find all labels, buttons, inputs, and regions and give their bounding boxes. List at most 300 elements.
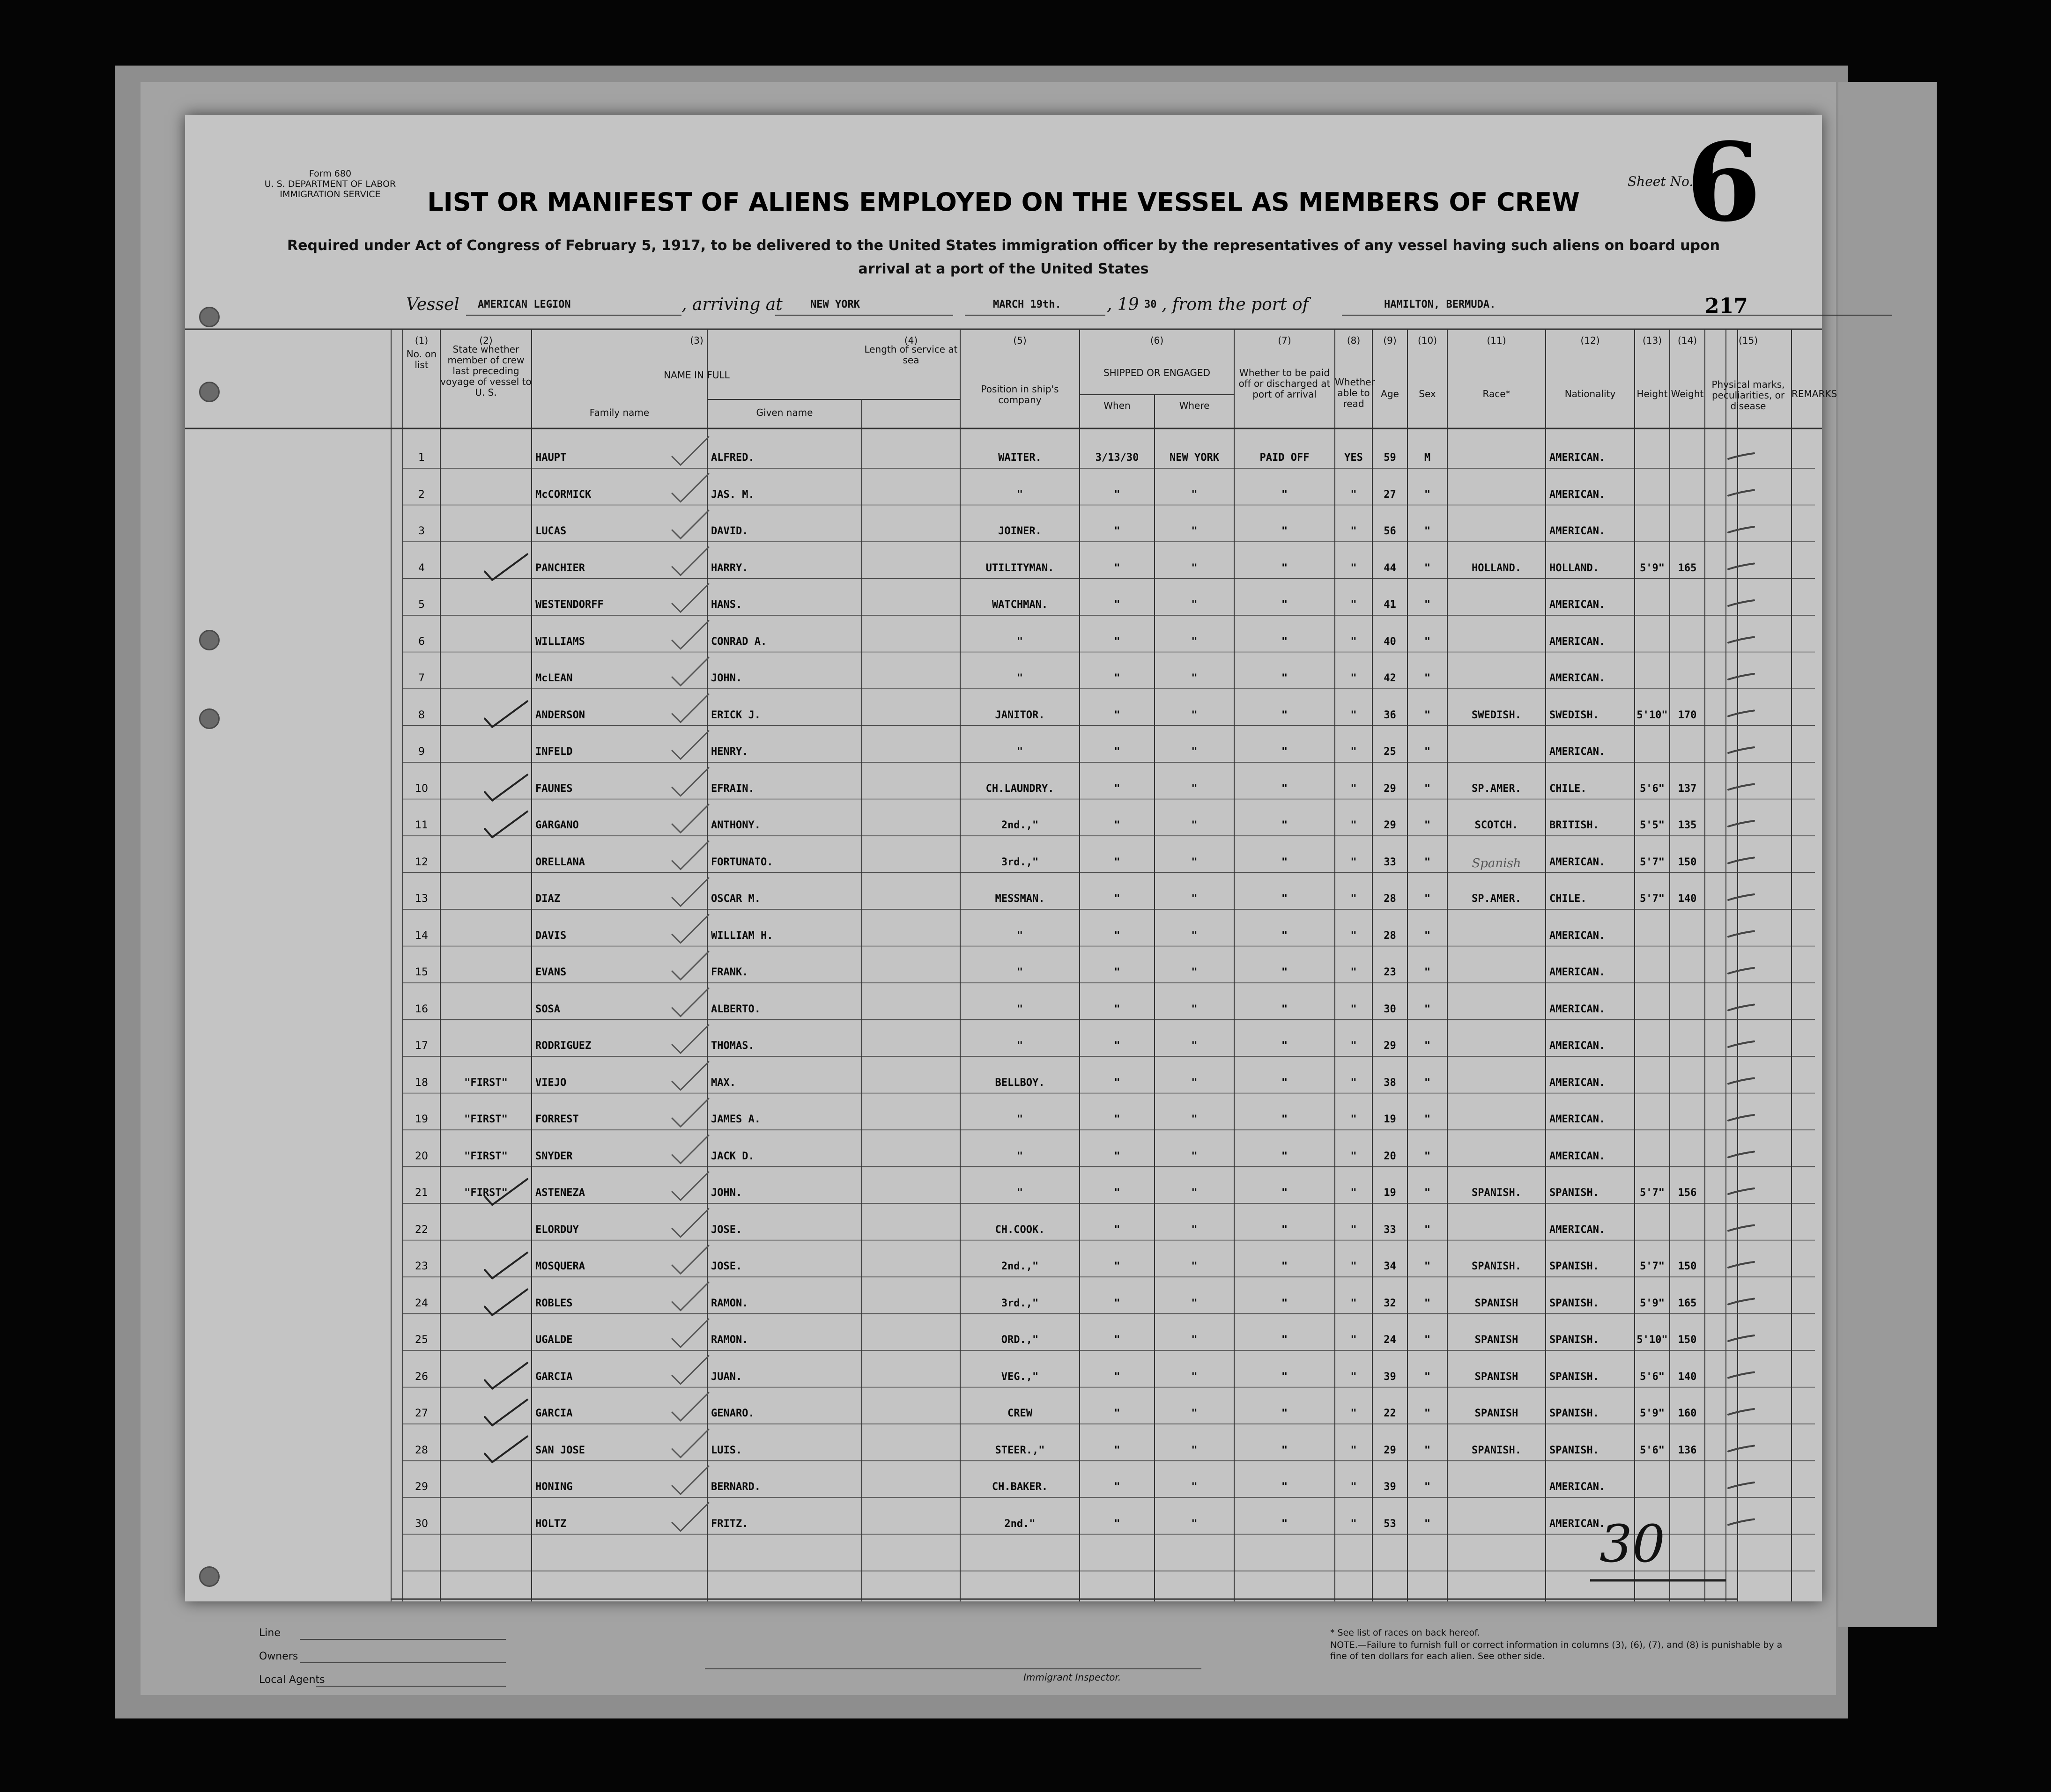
cell-sex: " [1424, 1187, 1431, 1199]
cell-read: " [1350, 1003, 1357, 1015]
cell-read: " [1350, 746, 1357, 758]
cell-where: " [1191, 635, 1198, 648]
cell-position: " [1016, 672, 1023, 684]
cell-position: JANITOR. [995, 709, 1045, 721]
cell-race: SPANISH. [1472, 1187, 1521, 1199]
race-note: * See list of races on back hereof. [1330, 1628, 1480, 1638]
cell-family: DIAZ [535, 893, 560, 905]
cell-paid: " [1281, 746, 1288, 758]
cell-sex: " [1424, 746, 1431, 758]
cell-nationality: AMERICAN. [1549, 746, 1606, 758]
cell-family: ASTENEZA [535, 1187, 585, 1199]
marks-check-mark [1728, 747, 1754, 753]
cell-where: " [1191, 929, 1198, 942]
sheet-number: 6 [1686, 119, 1762, 246]
column-number: (15) [1738, 335, 1758, 346]
cell-nationality: SPANISH. [1549, 1187, 1599, 1199]
cell-given: ERICK J. [711, 709, 761, 721]
cell-age: 30 [1384, 1003, 1396, 1015]
cell-read: " [1350, 488, 1357, 501]
penalty-note: NOTE.—Failure to furnish full or correct information in columns (3), (6), (7), and (8) is punishable by a fine of ten dollars for each alien. See other side. [1330, 1640, 1783, 1661]
cell-paid: " [1281, 893, 1288, 905]
cell-position: CH.BAKER. [992, 1481, 1048, 1493]
marks-check-mark [1728, 858, 1754, 863]
cell-read: " [1350, 1114, 1357, 1125]
cell-family: HONING [535, 1481, 573, 1493]
cell-when: " [1114, 1444, 1120, 1456]
cell-height: 5'7" [1640, 1261, 1665, 1272]
cell-sex: " [1424, 929, 1431, 942]
cell-no: 6 [418, 635, 425, 648]
cell-given: JOSE. [711, 1261, 742, 1272]
cell-age: 39 [1384, 1481, 1396, 1493]
cell-age: 19 [1384, 1114, 1396, 1125]
cell-read: YES [1344, 452, 1363, 464]
cell-nationality: SPANISH. [1549, 1297, 1599, 1309]
cell-sex: " [1424, 1371, 1431, 1383]
cell-position: STEER.," [995, 1444, 1045, 1456]
cell-prev: "FIRST" [464, 1150, 508, 1162]
cell-sex: " [1424, 966, 1431, 978]
cell-given: JOHN. [711, 1187, 742, 1199]
marks-check-mark [1728, 1262, 1754, 1268]
cell-paid: " [1281, 856, 1288, 868]
cell-when: " [1114, 1518, 1120, 1530]
cell-no: 18 [415, 1077, 428, 1089]
cell-no: 9 [418, 746, 425, 758]
cell-read: " [1350, 1334, 1357, 1346]
cell-where: " [1191, 1481, 1198, 1493]
cell-no: 27 [415, 1408, 428, 1419]
local-agents-field [316, 1686, 506, 1687]
cell-position: UTILITYMAN. [985, 562, 1054, 574]
cell-where: " [1191, 1040, 1198, 1052]
cell-no: 15 [415, 966, 428, 978]
cell-given: FRITZ. [711, 1518, 748, 1530]
cell-when: " [1114, 819, 1120, 831]
cell-where: " [1191, 525, 1198, 537]
cell-no: 30 [415, 1518, 428, 1530]
cell-sex: " [1424, 782, 1431, 795]
column-number: (1) [415, 335, 429, 346]
cell-read: " [1350, 893, 1357, 905]
cell-age: 59 [1384, 452, 1396, 464]
marks-check-mark [1728, 1299, 1754, 1305]
cell-given: MAX. [711, 1077, 736, 1089]
cell-where: " [1191, 1077, 1198, 1089]
department-name: U. S. DEPARTMENT OF LABOR [264, 179, 396, 189]
cell-paid: " [1281, 488, 1288, 501]
cell-family: LUCAS [535, 525, 567, 537]
cell-race: SPANISH. [1472, 1444, 1521, 1456]
cell-given: JAS. M. [711, 488, 755, 501]
header-read: Whether able to read [1335, 376, 1375, 409]
cell-paid: " [1281, 1408, 1288, 1419]
cell-position: " [1016, 635, 1023, 648]
inspector-label: Immigrant Inspector. [1023, 1672, 1121, 1683]
cell-position: " [1016, 1003, 1023, 1015]
cell-when: " [1114, 525, 1120, 537]
cell-nationality: AMERICAN. [1549, 856, 1606, 868]
cell-where: " [1191, 488, 1198, 501]
cell-given: LUIS. [711, 1444, 742, 1456]
cell-where: " [1191, 709, 1198, 721]
cell-no: 26 [415, 1371, 428, 1383]
header-race: Race* [1482, 388, 1510, 399]
manifest-sheet [185, 115, 1837, 1686]
cell-given: CONRAD A. [711, 635, 767, 648]
cell-height: 5'7" [1640, 893, 1665, 905]
cell-position: CH.COOK. [995, 1224, 1045, 1236]
cell-family: EVANS [535, 966, 567, 978]
cell-age: 28 [1384, 893, 1396, 905]
cell-no: 29 [415, 1481, 428, 1493]
marks-check-mark [1728, 1482, 1754, 1488]
cell-family: HAUPT [535, 452, 567, 464]
owners-field [300, 1662, 506, 1663]
cell-weight: 150 [1678, 856, 1697, 868]
name-check-mark [485, 1253, 527, 1278]
column-number: (13) [1642, 335, 1662, 346]
cell-sex: " [1424, 1150, 1431, 1162]
cell-no: 22 [415, 1224, 428, 1236]
cell-where: " [1191, 819, 1198, 831]
cell-family: INFELD [535, 746, 573, 758]
cell-read: " [1350, 856, 1357, 868]
vessel-label: Vessel [406, 295, 459, 314]
cell-sex: " [1424, 1408, 1431, 1419]
cell-where: " [1191, 966, 1198, 978]
cell-position: CREW [1007, 1408, 1032, 1419]
cell-when: 3/13/30 [1095, 452, 1139, 464]
cell-when: " [1114, 709, 1120, 721]
page-number: 217 [1705, 294, 1748, 318]
cell-weight: 170 [1678, 709, 1697, 721]
column-number: (12) [1580, 335, 1600, 346]
cell-given: ANTHONY. [711, 819, 761, 831]
cell-when: " [1114, 1261, 1120, 1272]
cell-no: 14 [415, 929, 428, 942]
cell-family: SNYDER [535, 1150, 573, 1162]
cell-position: CH.LAUNDRY. [985, 782, 1054, 795]
cell-read: " [1350, 1187, 1357, 1199]
cell-weight: 137 [1678, 782, 1697, 795]
cell-read: " [1350, 1261, 1357, 1272]
column-number: (3) [690, 335, 703, 346]
cell-age: 19 [1384, 1187, 1396, 1199]
cell-sex: " [1424, 893, 1431, 905]
cell-weight: 140 [1678, 893, 1697, 905]
cell-race: Spanish [1472, 856, 1521, 870]
cell-read: " [1350, 819, 1357, 831]
cell-sex: " [1424, 672, 1431, 684]
cell-paid: " [1281, 1077, 1288, 1089]
cell-weight: 140 [1678, 1371, 1697, 1383]
header-where: Where [1179, 400, 1210, 411]
cell-race: SPANISH [1474, 1371, 1518, 1383]
cell-no: 2 [418, 488, 425, 501]
cell-when: " [1114, 1371, 1120, 1383]
cell-paid: PAID OFF [1259, 452, 1310, 464]
sheet-label: Sheet No. [1628, 174, 1694, 189]
cell-position: JOINER. [998, 525, 1042, 537]
cell-family: WILLIAMS [535, 635, 585, 648]
cell-height: 5'7" [1640, 1187, 1665, 1199]
cell-race: HOLLAND. [1472, 562, 1521, 574]
cell-position: " [1016, 488, 1023, 501]
header-marks: Physical marks, peculiarities, or disease [1711, 379, 1785, 412]
header-position: Position in ship's company [981, 383, 1059, 406]
cell-height: 5'9" [1640, 1297, 1665, 1309]
cell-age: 33 [1384, 1224, 1396, 1236]
cell-read: " [1350, 1150, 1357, 1162]
cell-paid: " [1281, 562, 1288, 574]
header-given-name: Given name [756, 407, 813, 418]
cell-when: " [1114, 1150, 1120, 1162]
cell-age: 29 [1384, 1444, 1396, 1456]
cell-given: FRANK. [711, 966, 748, 978]
total-count: 30 [1599, 1514, 1665, 1574]
marks-check-mark [1728, 1225, 1754, 1231]
cell-family: WESTENDORFF [535, 599, 604, 611]
cell-position: " [1016, 1040, 1023, 1052]
vessel-name: AMERICAN LEGION [478, 299, 571, 310]
cell-given: HENRY. [711, 746, 748, 758]
arrival-year: 30 [1144, 299, 1157, 310]
cell-read: " [1350, 562, 1357, 574]
cell-height: 5'7" [1640, 856, 1665, 868]
cell-position: MESSMAN. [995, 893, 1045, 905]
cell-where: " [1191, 1261, 1198, 1272]
cell-nationality: SPANISH. [1549, 1444, 1599, 1456]
cell-paid: " [1281, 1297, 1288, 1309]
cell-where: " [1191, 562, 1198, 574]
cell-age: 32 [1384, 1297, 1396, 1309]
cell-race: SPANISH [1474, 1408, 1518, 1419]
cell-age: 25 [1384, 746, 1396, 758]
cell-where: " [1191, 1114, 1198, 1125]
cell-read: " [1350, 1077, 1357, 1089]
cell-given: GENARO. [711, 1408, 755, 1419]
cell-where: " [1191, 1003, 1198, 1015]
header-height: Height [1636, 388, 1668, 399]
cell-read: " [1350, 709, 1357, 721]
cell-age: 27 [1384, 488, 1396, 501]
cell-position: 2nd." [1004, 1518, 1036, 1530]
from-label: , from the port of [1162, 295, 1309, 314]
cell-where: " [1191, 672, 1198, 684]
name-check-mark [485, 701, 527, 727]
cell-paid: " [1281, 599, 1288, 611]
cell-race: SP.AMER. [1472, 782, 1521, 795]
cell-family: VIEJO [535, 1077, 567, 1089]
cell-where: " [1191, 1408, 1198, 1419]
cell-age: 23 [1384, 966, 1396, 978]
cell-position: WATCHMAN. [992, 599, 1048, 611]
cell-read: " [1350, 966, 1357, 978]
cell-age: 42 [1384, 672, 1396, 684]
cell-no: 20 [415, 1150, 428, 1162]
cell-position: " [1016, 929, 1023, 942]
cell-where: " [1191, 782, 1198, 795]
cell-race: SCOTCH. [1474, 819, 1518, 831]
cell-position: ORD.," [1001, 1334, 1039, 1346]
cell-read: " [1350, 1297, 1357, 1309]
cell-read: " [1350, 782, 1357, 795]
arrival-port: NEW YORK [810, 299, 860, 310]
cell-nationality: AMERICAN. [1549, 488, 1606, 501]
cell-family: FORREST [535, 1114, 579, 1125]
cell-nationality: AMERICAN. [1549, 672, 1606, 684]
year-prefix: , 19 [1107, 295, 1139, 314]
cell-nationality: CHILE. [1549, 893, 1587, 905]
cell-paid: " [1281, 966, 1288, 978]
cell-nationality: AMERICAN. [1549, 1224, 1606, 1236]
cell-read: " [1350, 635, 1357, 648]
cell-where: " [1191, 1297, 1198, 1309]
cell-height: 5'6" [1640, 782, 1665, 795]
cell-sex: " [1424, 488, 1431, 501]
cell-when: " [1114, 746, 1120, 758]
cell-weight: 135 [1678, 819, 1697, 831]
cell-nationality: AMERICAN. [1549, 635, 1606, 648]
marks-check-mark [1728, 1152, 1754, 1158]
line-field [300, 1639, 506, 1640]
marks-check-mark [1728, 1115, 1754, 1121]
cell-sex: " [1424, 1518, 1431, 1530]
cell-sex: " [1424, 1224, 1431, 1236]
cell-sex: " [1424, 1481, 1431, 1493]
column-number: (9) [1383, 335, 1397, 346]
cell-given: JOHN. [711, 672, 742, 684]
cell-sex: M [1424, 452, 1431, 464]
column-number: (5) [1013, 335, 1027, 346]
cell-position: 2nd.," [1001, 819, 1039, 831]
cell-when: " [1114, 599, 1120, 611]
cell-family: ELORDUY [535, 1224, 579, 1236]
header-when: When [1103, 400, 1131, 411]
cell-no: 23 [415, 1261, 428, 1272]
cell-sex: " [1424, 1261, 1431, 1272]
cell-given: JAMES A. [711, 1114, 761, 1125]
header-remarks: REMARKS [1792, 388, 1837, 399]
cell-nationality: AMERICAN. [1549, 452, 1606, 464]
cell-nationality: AMERICAN. [1549, 1114, 1606, 1125]
cell-race: SP.AMER. [1472, 893, 1521, 905]
cell-position: " [1016, 966, 1023, 978]
cell-where: " [1191, 1334, 1198, 1346]
cell-given: EFRAIN. [711, 782, 755, 795]
cell-read: " [1350, 1408, 1357, 1419]
header-age: Age [1381, 388, 1399, 399]
column-number: (4) [904, 335, 918, 346]
cell-read: " [1350, 1371, 1357, 1383]
form-number: Form 680 [309, 169, 352, 179]
header-member-prev: State whether member of crew last preceding voyage of vessel to U. S. [440, 344, 532, 398]
marks-check-mark [1728, 490, 1754, 496]
cell-no: 12 [415, 856, 428, 868]
cell-weight: 150 [1678, 1261, 1697, 1272]
header-no-on-list: No. on list [406, 348, 437, 370]
cell-where: " [1191, 1224, 1198, 1236]
column-number: (11) [1487, 335, 1506, 346]
cell-age: 56 [1384, 525, 1396, 537]
cell-paid: " [1281, 782, 1288, 795]
cell-age: 34 [1384, 1261, 1396, 1272]
header-paid-off: Whether to be paid off or discharged at port of arrival [1238, 367, 1331, 400]
cell-nationality: SWEDISH. [1549, 709, 1599, 721]
cell-age: 38 [1384, 1077, 1396, 1089]
cell-nationality: SPANISH. [1549, 1334, 1599, 1346]
cell-sex: " [1424, 635, 1431, 648]
arriving-label: , arriving at [681, 295, 783, 314]
cell-no: 5 [418, 599, 425, 611]
backing-sheet-right [1838, 82, 1937, 1627]
cell-paid: " [1281, 1444, 1288, 1456]
cell-age: 39 [1384, 1371, 1396, 1383]
cell-when: " [1114, 929, 1120, 942]
cell-age: 20 [1384, 1150, 1396, 1162]
cell-prev: "FIRST" [464, 1077, 508, 1089]
cell-when: " [1114, 1114, 1120, 1125]
cell-age: 22 [1384, 1408, 1396, 1419]
cell-when: " [1114, 966, 1120, 978]
cell-height: 5'10" [1636, 709, 1668, 721]
marks-check-mark [1728, 1335, 1754, 1341]
header-name-in-full: NAME IN FULL [664, 369, 730, 381]
cell-position: " [1016, 1150, 1023, 1162]
cell-where: " [1191, 893, 1198, 905]
cell-age: 29 [1384, 782, 1396, 795]
cell-read: " [1350, 1518, 1357, 1530]
owners-label: Owners [259, 1651, 298, 1662]
marks-check-mark [1728, 564, 1754, 569]
cell-prev: "FIRST" [464, 1114, 508, 1125]
cell-family: ROBLES [535, 1297, 573, 1309]
cell-when: " [1114, 1334, 1120, 1346]
cell-given: RAMON. [711, 1297, 748, 1309]
line-label: Line [259, 1627, 281, 1639]
cell-paid: " [1281, 1003, 1288, 1015]
local-agents-label: Local Agents [259, 1674, 325, 1686]
cell-age: 53 [1384, 1518, 1396, 1530]
cell-age: 44 [1384, 562, 1396, 574]
cell-position: BELLBOY. [995, 1077, 1045, 1089]
cell-position: 2nd.," [1001, 1261, 1039, 1272]
cell-given: JOSE. [711, 1224, 742, 1236]
cell-height: 5'6" [1640, 1444, 1665, 1456]
cell-family: DAVIS [535, 929, 567, 942]
cell-given: BERNARD. [711, 1481, 761, 1493]
cell-sex: " [1424, 856, 1431, 868]
marks-check-mark [1728, 1519, 1754, 1525]
cell-paid: " [1281, 1224, 1288, 1236]
cell-paid: " [1281, 1261, 1288, 1272]
marks-check-mark [1728, 821, 1754, 826]
cell-nationality: SPANISH. [1549, 1371, 1599, 1383]
marks-check-mark [1728, 527, 1754, 532]
cell-nationality: HOLLAND. [1549, 562, 1599, 574]
cell-where: NEW YORK [1170, 452, 1219, 464]
cell-no: 19 [415, 1114, 428, 1125]
cell-no: 13 [415, 893, 428, 905]
cell-where: " [1191, 1371, 1198, 1383]
cell-given: DAVID. [711, 525, 748, 537]
cell-no: 17 [415, 1040, 428, 1052]
cell-nationality: BRITISH. [1549, 819, 1599, 831]
header-shipped: SHIPPED OR ENGAGED [1103, 367, 1211, 378]
cell-nationality: SPANISH. [1549, 1261, 1599, 1272]
